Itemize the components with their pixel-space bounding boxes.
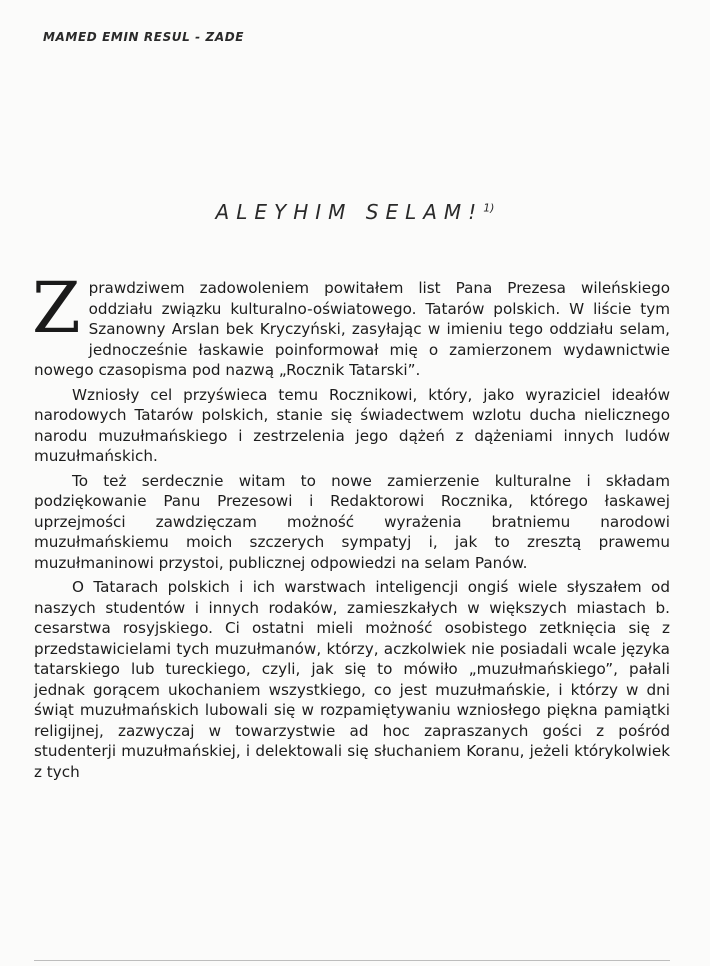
paragraph-1-text: prawdziwem zadowoleniem powitałem list Pana Prezesa wileńskiego oddziału związku kulturalno-oświatowego. Tatarów polskich. W liście tym Szanowny Arslan bek Kryczyński, zasyłając w imieniu tego oddziału selam, jednocześnie łaskawie poinformował mię o zamierzonem wydawnictwie nowego czasopisma pod nazwą „Rocznik Tatarski”. [34,279,670,379]
running-head: MAMED EMIN RESUL - ZADE [43,30,245,44]
title-text: ALEYHIM SELAM! [215,200,484,224]
paragraph-1 [32,267,670,381]
footnote-mark: 1) [483,201,495,215]
article-body [32,267,670,786]
paragraph-2: Wzniosły cel przyświeca temu Rocznikowi, który, jako wyraziciel ideałów narodowych Tatarów polskich, stanie się świadectwem wzlotu ducha nielicznego narodu muzułmańskiego i zestrzelenia jego dążeń z dążeniami innych ludów muzułmańskich. [34,385,670,465]
paragraph-4: O Tatarach polskich i ich warstwach inteligencji ongiś wiele słyszałem od naszych studentów i innych rodaków, zamieszkałych w większych miastach b. cesarstwa rosyjskiego. Ci ostatni mieli możność osobistego zetknięcia się z przedstawicielami tych muzułmanów, którzy, aczkolwiek nie posiadali wcale języka tatarskiego lub tureckiego, czyli, jak się to mówiło „muzułmańskiego”, pałali jednak gorącem ukochaniem wszystkiego, co jest muzułmańskie, i którzy w dni świąt muzułmańskich lubowali się w rozpamiętywaniu wzniosłego piękna pamiątki religijnej, zazwyczaj w towarzystwie ad hoc zapraszanych gości z pośród studenterji muzułmańskiej, i delektowali się słuchaniem Koranu, jeżeli którykolwiek z tych [34,578,670,781]
article-title [0,200,710,224]
drop-cap: Z [32,267,81,349]
paragraph-3: To też serdecznie witam to nowe zamierzenie kulturalne i składam podziękowanie Panu Prezesowi i Redaktorowi Rocznika, którego łaskawej uprzejmości zawdzięczam możność wyrażenia bratniemu narodowi muzułmańskiemu moich szczerych sympatyj i, jak to zresztą prawemu muzułmaninowi przystoi, publicznej odpowiedzi na selam Panów. [34,471,670,572]
page-bottom-rule [34,960,670,961]
